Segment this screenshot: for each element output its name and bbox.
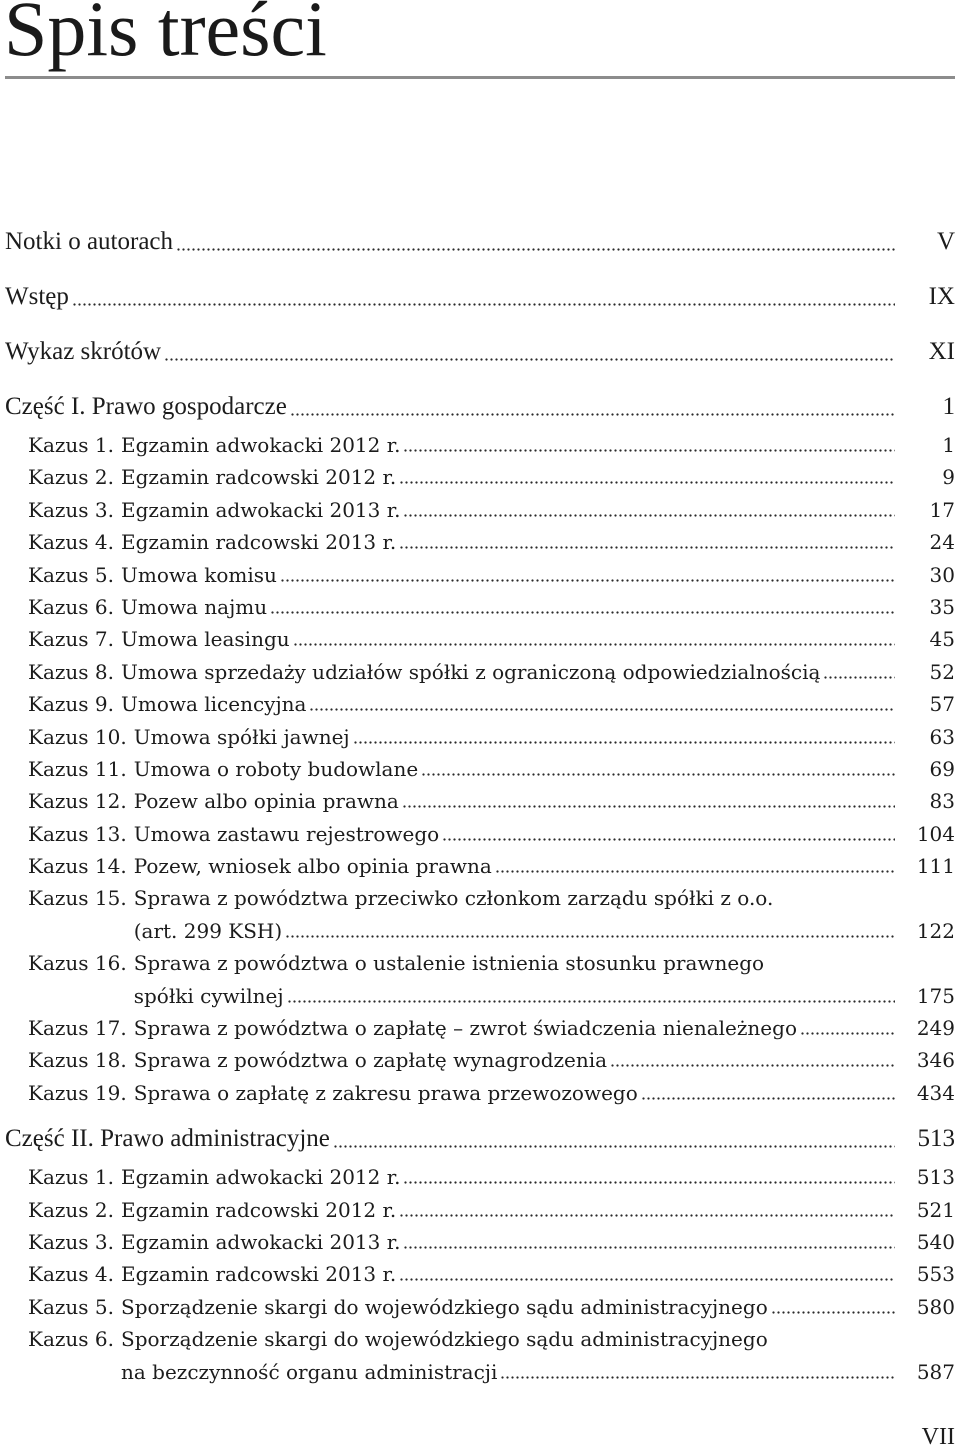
case-title	[121, 494, 955, 526]
case-title	[121, 1226, 955, 1258]
case-title-line	[121, 1161, 955, 1193]
case-label: Kazus 10.	[28, 724, 127, 749]
case-title-text: Egzamin radcowski 2012 r.	[121, 465, 397, 490]
case-title-line	[134, 818, 955, 850]
case-label: Kazus 4.	[28, 1262, 114, 1287]
case-label: Kazus 1.	[28, 1165, 114, 1190]
case-title-text: Sprawa z powództwa o zapłatę – zwrot świadczenia nienależnego	[133, 1016, 797, 1041]
toc-entry	[5, 281, 955, 313]
page-number: 57	[929, 692, 955, 717]
case-title-text: Egzamin adwokacki 2013 r.	[121, 497, 401, 522]
case-title-line	[134, 1012, 955, 1044]
case-entry	[28, 461, 955, 493]
page-number: 540	[916, 1229, 955, 1254]
page-number: XI	[928, 338, 955, 365]
case-title-text: Egzamin adwokacki 2012 r.	[121, 1165, 401, 1190]
case-title	[121, 1323, 955, 1388]
case-entry	[28, 1077, 955, 1109]
page-number: 122	[916, 918, 955, 943]
case-entry	[28, 1258, 955, 1290]
case-title	[134, 785, 955, 817]
case-entry	[28, 721, 955, 753]
case-label: Kazus 9.	[28, 692, 114, 717]
case-title-line	[134, 1077, 955, 1109]
case-title-line	[121, 559, 955, 591]
case-title-line	[121, 656, 955, 688]
dot-leader	[402, 785, 895, 817]
dot-leader	[403, 1161, 895, 1193]
dot-leader	[823, 656, 895, 688]
case-title-line	[134, 753, 955, 785]
case-label: Kazus 7.	[28, 627, 114, 652]
case-title-line	[121, 688, 955, 720]
case-title-text: Umowa leasingu	[121, 627, 290, 652]
title-divider	[5, 76, 955, 79]
case-title	[121, 429, 955, 461]
dot-leader	[164, 336, 895, 368]
case-title	[121, 1258, 955, 1290]
case-title-line	[134, 915, 955, 947]
case-title	[134, 818, 955, 850]
page-number: 249	[916, 1016, 955, 1041]
case-label: Kazus 16.	[28, 951, 127, 976]
page-number: 175	[916, 983, 955, 1008]
case-title-line	[121, 461, 955, 493]
case-label: Kazus 19.	[28, 1080, 127, 1105]
case-entry	[28, 1226, 955, 1258]
page-number: 83	[929, 789, 955, 814]
case-title	[134, 1012, 955, 1044]
case-label: Kazus 1.	[28, 433, 114, 457]
case-title	[134, 1044, 955, 1076]
case-title	[134, 947, 955, 1012]
case-label: Kazus 3.	[28, 497, 114, 522]
case-title-line	[121, 1258, 955, 1290]
page-number: V	[936, 228, 955, 255]
case-title-text: Umowa licencyjna	[121, 692, 307, 717]
part-heading-row	[5, 1123, 955, 1155]
case-title-line	[134, 850, 955, 882]
case-entry	[28, 1012, 955, 1044]
dot-leader	[403, 429, 895, 461]
page-number: 1	[942, 433, 955, 457]
case-title	[121, 1161, 955, 1193]
dot-leader	[287, 980, 895, 1012]
page-number: 580	[916, 1294, 955, 1319]
toc-part	[5, 1123, 955, 1388]
dot-leader	[421, 753, 895, 785]
case-entry	[28, 429, 955, 461]
case-label: Kazus 2.	[28, 465, 114, 490]
part-heading: Część II. Prawo administracyjne	[5, 1125, 330, 1153]
dot-leader	[403, 1226, 895, 1258]
case-title-text: Egzamin radcowski 2012 r.	[121, 1197, 397, 1222]
dot-leader	[353, 721, 895, 753]
case-title-text: Umowa spółki jawnej	[133, 724, 350, 749]
dot-leader	[399, 1258, 895, 1290]
case-label: Kazus 8.	[28, 659, 114, 684]
case-title-text: Sporządzenie skargi do wojewódzkiego sądu administracyjnego	[121, 1294, 768, 1319]
case-label: Kazus 11.	[28, 756, 127, 781]
dot-leader	[399, 461, 895, 493]
page-number: 513	[916, 1165, 955, 1190]
dot-leader	[285, 915, 895, 947]
case-title-line	[121, 429, 955, 461]
case-label: Kazus 3.	[28, 1229, 114, 1254]
case-title-line	[121, 1226, 955, 1258]
case-list	[5, 429, 955, 1109]
case-title-text: Sprawa z powództwa o zapłatę wynagrodzenia	[133, 1048, 608, 1073]
case-title-text: (art. 299 KSH)	[133, 918, 283, 943]
case-entry	[28, 882, 955, 947]
case-entry	[28, 947, 955, 1012]
case-title	[121, 623, 955, 655]
case-title	[121, 461, 955, 493]
page-number: 587	[916, 1359, 955, 1384]
case-entry	[28, 1161, 955, 1193]
case-title-text: Egzamin adwokacki 2013 r.	[121, 1229, 401, 1254]
page-number: 9	[942, 465, 955, 490]
case-title-text: Umowa o roboty budowlane	[133, 756, 419, 781]
case-title-line	[121, 1291, 955, 1323]
case-title-text: Sprawa o zapłatę z zakresu prawa przewozowego	[133, 1080, 638, 1105]
case-title-text: Pozew albo opinia prawna	[133, 789, 399, 814]
dot-leader	[333, 1123, 895, 1155]
case-title-text: spółki cywilnej	[133, 983, 284, 1008]
case-title-text: Egzamin radcowski 2013 r.	[121, 530, 397, 555]
case-label: Kazus 5.	[28, 1294, 114, 1319]
dot-leader	[399, 526, 895, 558]
parts-list	[5, 391, 955, 1388]
page-number: 434	[916, 1080, 955, 1105]
page-number-footer: VII	[921, 1424, 955, 1450]
case-label: Kazus 12.	[28, 789, 127, 814]
case-label: Kazus 4.	[28, 530, 114, 555]
case-title-line	[134, 882, 955, 914]
case-title-line	[121, 591, 955, 623]
dot-leader	[610, 1044, 895, 1076]
page-number: 30	[929, 562, 955, 587]
case-title-line	[121, 1323, 955, 1355]
page-title: Spis treści	[4, 0, 327, 72]
case-label: Kazus 18.	[28, 1048, 127, 1073]
toc-entry	[5, 226, 955, 258]
case-entry	[28, 753, 955, 785]
case-label: Kazus 13.	[28, 821, 127, 846]
page-number: 346	[916, 1048, 955, 1073]
entry-title: Notki o autorach	[5, 228, 174, 255]
case-title	[134, 1077, 955, 1109]
case-title-text: Umowa zastawu rejestrowego	[133, 821, 440, 846]
page-number: 52	[929, 659, 955, 684]
dot-leader	[641, 1077, 895, 1109]
case-title	[121, 526, 955, 558]
case-title	[121, 656, 955, 688]
part-heading: Część I. Prawo gospodarcze	[5, 393, 287, 420]
dot-leader	[280, 559, 895, 591]
dot-leader	[442, 818, 895, 850]
case-title-text: Umowa najmu	[121, 594, 268, 619]
case-title-line	[134, 947, 955, 979]
case-title-line	[121, 1356, 955, 1388]
page-number: 45	[929, 627, 955, 652]
case-entry	[28, 1323, 955, 1388]
page-number: IX	[928, 283, 955, 310]
case-title	[134, 753, 955, 785]
entry-title: Wykaz skrótów	[5, 338, 162, 365]
case-label: Kazus 6.	[28, 594, 114, 619]
case-title-text: na bezczynność organu administracji	[121, 1359, 498, 1384]
case-title-text: Egzamin radcowski 2013 r.	[121, 1262, 397, 1287]
case-entry	[28, 688, 955, 720]
case-title-text: Egzamin adwokacki 2012 r.	[121, 433, 401, 457]
page-number: 553	[916, 1262, 955, 1287]
dot-leader	[500, 1356, 895, 1388]
case-entry	[28, 1194, 955, 1226]
front-matter-list	[5, 226, 955, 368]
dot-leader	[176, 226, 895, 258]
case-entry	[28, 559, 955, 591]
case-label: Kazus 5.	[28, 562, 114, 587]
case-list	[5, 1161, 955, 1388]
page-number: 111	[916, 854, 955, 879]
toc-part	[5, 391, 955, 1109]
dot-leader	[270, 591, 895, 623]
case-title-text: Sporządzenie skargi do wojewódzkiego sądu administracyjnego	[121, 1327, 768, 1352]
case-entry	[28, 656, 955, 688]
case-title-text: Umowa komisu	[121, 562, 277, 587]
case-title	[121, 688, 955, 720]
case-label: Kazus 6.	[28, 1327, 114, 1352]
case-title-line	[134, 1044, 955, 1076]
entry-title: Wstęp	[5, 283, 69, 310]
case-title-line	[121, 494, 955, 526]
case-entry	[28, 818, 955, 850]
case-entry	[28, 623, 955, 655]
page-number: 69	[929, 756, 955, 781]
case-title	[134, 850, 955, 882]
page-number: 104	[916, 821, 955, 846]
case-title-line	[121, 623, 955, 655]
case-entry	[28, 1291, 955, 1323]
case-title-line	[134, 721, 955, 753]
case-label: Kazus 2.	[28, 1197, 114, 1222]
case-label: Kazus 15.	[28, 886, 127, 911]
page-number: 513	[917, 1125, 955, 1153]
dot-leader	[72, 281, 895, 313]
case-title-text: Sprawa z powództwa o ustalenie istnienia stosunku prawnego	[133, 951, 765, 976]
case-title-text: Umowa sprzedaży udziałów spółki z ograniczoną odpowiedzialnością	[121, 659, 821, 684]
case-entry	[28, 494, 955, 526]
case-entry	[28, 526, 955, 558]
page-number: 35	[929, 594, 955, 619]
case-entry	[28, 1044, 955, 1076]
case-label: Kazus 17.	[28, 1016, 127, 1041]
case-entry	[28, 591, 955, 623]
case-title	[121, 591, 955, 623]
page-number: 521	[916, 1197, 955, 1222]
case-title-line	[134, 785, 955, 817]
toc-entry	[5, 336, 955, 368]
dot-leader	[309, 688, 895, 720]
case-title-line	[121, 526, 955, 558]
dot-leader	[290, 391, 895, 423]
page-number: 63	[929, 724, 955, 749]
page-number: 17	[929, 497, 955, 522]
table-of-contents	[5, 226, 955, 1388]
case-entry	[28, 785, 955, 817]
dot-leader	[495, 850, 895, 882]
case-title-text: Sprawa z powództwa przeciwko członkom zarządu spółki z o.o.	[133, 886, 774, 911]
case-entry	[28, 850, 955, 882]
case-title	[134, 721, 955, 753]
case-label: Kazus 14.	[28, 854, 127, 879]
case-title	[121, 1291, 955, 1323]
dot-leader	[399, 1194, 895, 1226]
case-title-text: Pozew, wniosek albo opinia prawna	[133, 854, 492, 879]
page-number: 24	[929, 530, 955, 555]
dot-leader	[800, 1012, 895, 1044]
page-number: 1	[942, 393, 955, 420]
case-title	[121, 1194, 955, 1226]
case-title	[121, 559, 955, 591]
dot-leader	[403, 494, 895, 526]
dot-leader	[771, 1291, 895, 1323]
case-title	[134, 882, 955, 947]
dot-leader	[293, 623, 895, 655]
case-title-line	[121, 1194, 955, 1226]
part-heading-row	[5, 391, 955, 423]
case-title-line	[134, 980, 955, 1012]
